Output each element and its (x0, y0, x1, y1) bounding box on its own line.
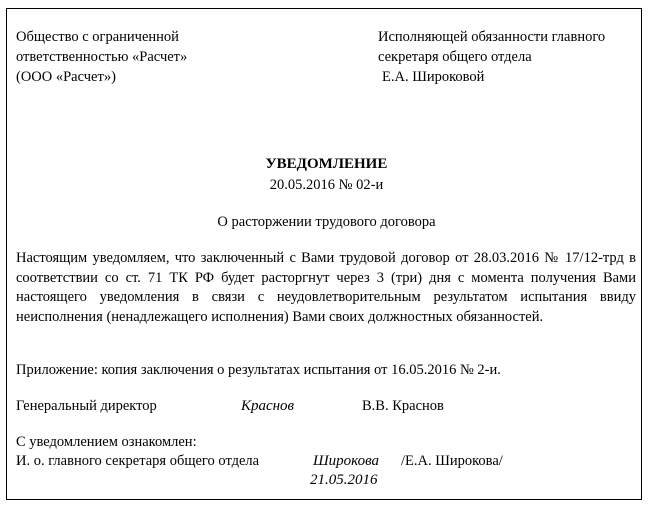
employee-signature: Широкова (313, 453, 379, 469)
sender-line: (ООО «Расчет») (16, 69, 116, 85)
acknowledgement-position: И. о. главного секретаря общего отдела (16, 453, 260, 469)
recipient-line: Исполняющей обязанности главного (378, 29, 606, 45)
recipient-block (378, 27, 605, 87)
sender-line: Общество с ограниченной (16, 29, 179, 45)
notice-title: УВЕДОМЛЕНИЕ (265, 156, 388, 172)
recipient-name: Е.А. Широковой (382, 69, 485, 85)
acknowledgement-date: 21.05.2016 (310, 472, 378, 488)
notice-subject: О расторжении трудового договора (217, 214, 436, 230)
acknowledgement-name: /Е.А. Широкова/ (401, 453, 503, 469)
recipient-line: секретаря общего отдела (378, 49, 532, 65)
director-signature: Краснов (241, 398, 295, 414)
sender-block (16, 27, 187, 87)
sender-line: ответственностью «Расчет» (16, 49, 188, 65)
notice-date-number: 20.05.2016 № 02-и (269, 177, 384, 193)
notice-body: Настоящим уведомляем, что заключенный с Вами трудовой договор от 28.03.2016 № 17/12-трд в соответствии со ст. 71 ТК РФ будет расторгнут через 3 (три) дня с момента получения Вами настоящего уведомления в связи с неудовлетворительным результатом испытания ввиду неисполнения (ненадлежащего исполнения) Вами своих должностных обязанностей. (16, 250, 636, 325)
signatory-position: Генеральный директор (16, 398, 157, 414)
signatory-name: В.В. Краснов (362, 398, 444, 414)
notice-attachment: Приложение: копия заключения о результатах испытания от 16.05.2016 № 2-и. (16, 362, 501, 378)
acknowledgement-heading: С уведомлением ознакомлен: (16, 434, 197, 450)
